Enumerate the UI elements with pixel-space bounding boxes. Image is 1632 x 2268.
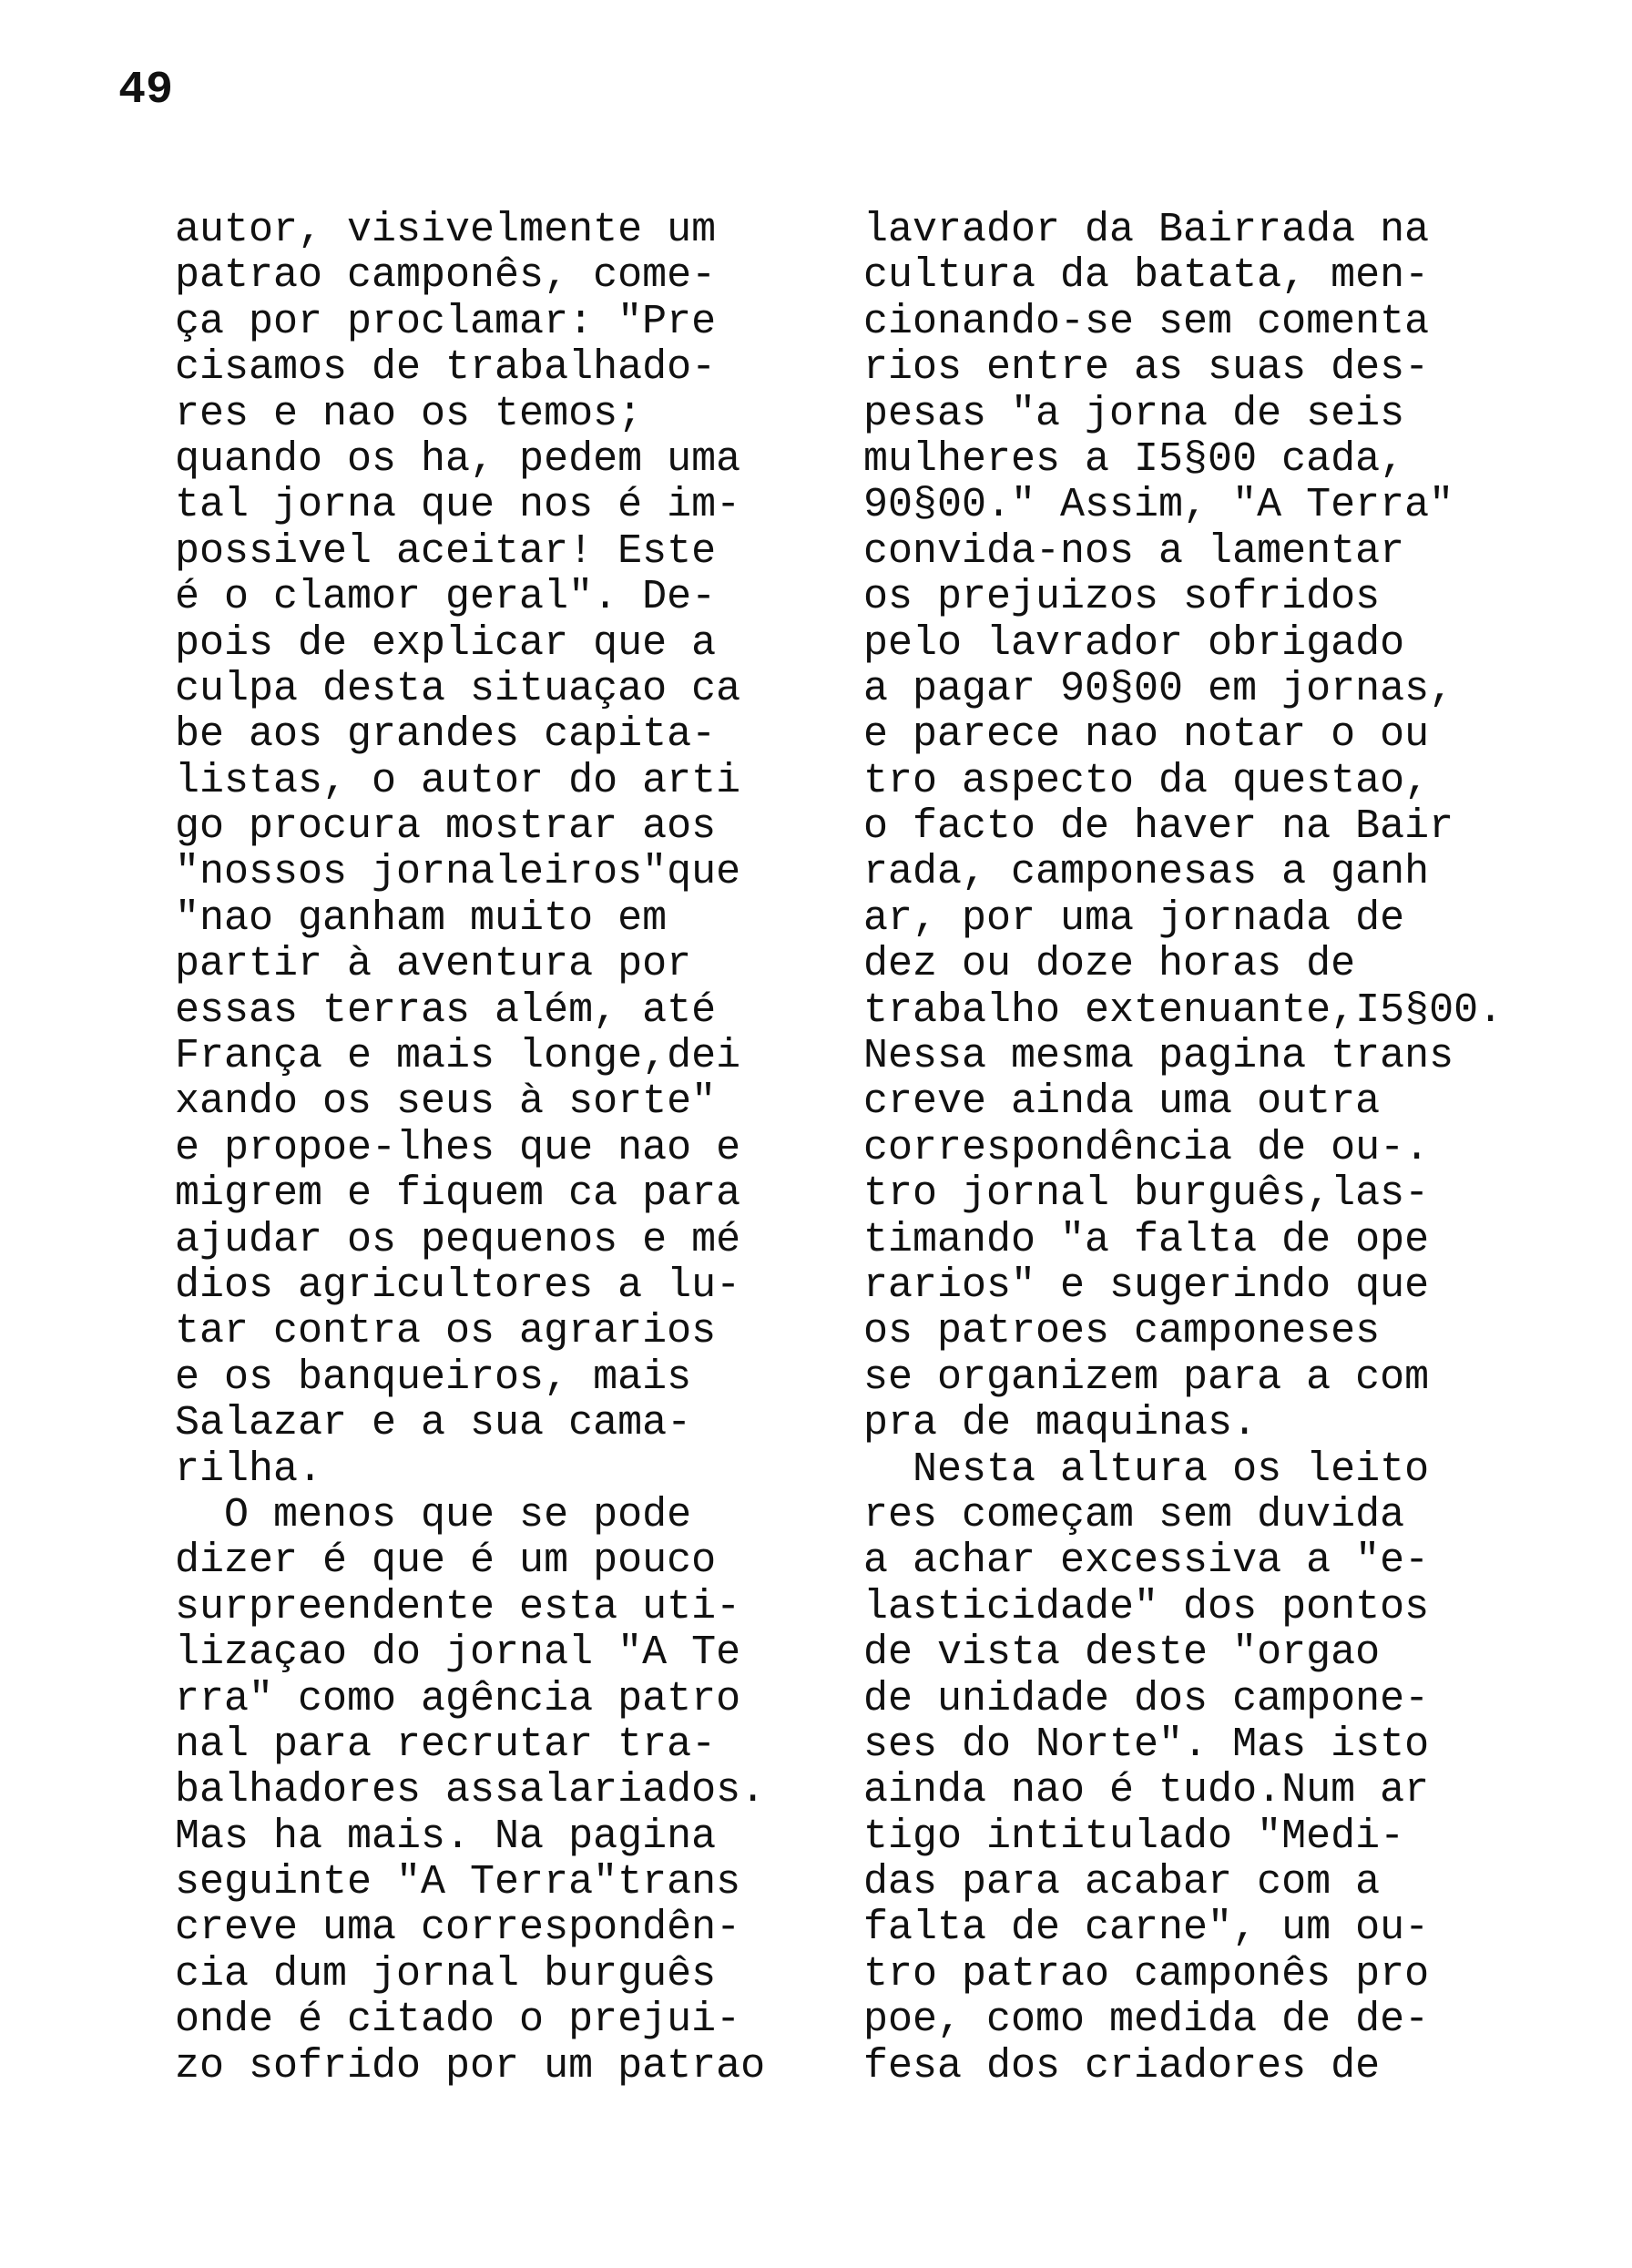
text-line: pesas "a jorna de seis [863,390,1405,437]
text-line: autor, visivelmente um [175,207,717,253]
text-line: tro aspecto da questao, [863,757,1430,804]
text-line: patrao camponês, come- [175,252,717,300]
text-line: cia dum jornal burguês [175,1950,717,1997]
text-line: lasticidade" dos pontos [863,1583,1430,1630]
text-line: cisamos de trabalhado- [175,344,717,392]
text-line: creve ainda uma outra [863,1078,1381,1126]
text-line: ar, por uma jornada de [863,894,1405,942]
text-line: correspondência de ou-. [863,1124,1430,1171]
text-line: "nao ganham muito em [175,894,668,942]
text-line: culpa desta situaçao ca [175,665,741,712]
text-line: a achar excessiva a "e- [863,1538,1430,1585]
right-text-column [863,208,1556,2089]
text-line: lizaçao do jornal "A Te [175,1629,741,1677]
text-line: e os banqueiros, mais [175,1354,692,1401]
text-line: zo sofrido por um patrao [175,2042,766,2089]
text-line: trabalho extenuante,I5§00. [863,986,1504,1034]
text-line: listas, o autor do arti [175,757,741,804]
text-line: balhadores assalariados. [175,1767,766,1814]
text-line: Salazar e a sua cama- [175,1400,692,1447]
text-line: ajudar os pequenos e mé [175,1216,741,1263]
text-line: ça por proclamar: "Pre [175,298,717,345]
text-line: res começam sem duvida [863,1491,1405,1538]
text-line: go procura mostrar aos [175,803,717,851]
text-line: ses do Norte". Mas isto [863,1721,1430,1768]
text-line: pra de maquinas. [863,1400,1258,1447]
text-line: falta de carne", um ou- [863,1905,1430,1952]
text-line: Nessa mesma pagina trans [863,1033,1454,1080]
text-line: de vista deste "orgao [863,1629,1381,1677]
text-line: rilha. [175,1446,323,1493]
text-line: timando "a falta de ope [863,1216,1430,1263]
text-line: França e mais longe,dei [175,1033,741,1080]
text-line: o facto de haver na Bair [863,803,1454,851]
text-line: res e nao os temos; [175,390,643,437]
text-line: pois de explicar que a [175,619,717,667]
text-line: cionando-se sem comenta [863,298,1430,345]
text-line: nal para recrutar tra- [175,1721,717,1768]
text-line: "nossos jornaleiros"que [175,849,741,896]
left-text-column [175,208,867,2089]
text-line: Mas ha mais. Na pagina [175,1813,717,1860]
text-line: é o clamor geral". De- [175,574,717,621]
text-line: de unidade dos campone- [863,1675,1430,1722]
text-line: creve uma correspondên- [175,1905,741,1952]
text-line: be aos grandes capita- [175,711,717,759]
text-line: quando os ha, pedem uma [175,435,741,483]
text-line: dios agricultores a lu- [175,1262,741,1309]
text-line: fesa dos criadores de [863,2042,1381,2089]
text-line: possivel aceitar! Este [175,527,717,575]
text-line: surpreendente esta uti- [175,1583,741,1630]
text-line: mulheres a I5§00 cada, [863,435,1405,483]
text-line: dizer é que é um pouco [175,1538,717,1585]
text-line: rra" como agência patro [175,1675,741,1722]
text-line: lavrador da Bairrada na [863,207,1430,253]
text-line: tigo intitulado "Medi- [863,1813,1405,1860]
text-line: pelo lavrador obrigado [863,619,1405,667]
text-line: xando os seus à sorte" [175,1078,717,1126]
text-line: partir à aventura por [175,941,692,988]
text-line: os prejuizos sofridos [863,574,1381,621]
text-line: rarios" e sugerindo que [863,1262,1430,1309]
text-line: a pagar 90§00 em jornas, [863,665,1454,712]
text-line: rios entre as suas des- [863,344,1430,392]
text-line: poe, como medida de de- [863,1997,1430,2044]
text-line: cultura da batata, men- [863,252,1430,300]
page-number: 49 [118,65,174,117]
text-line: tro jornal burguês,las- [863,1170,1430,1218]
text-line: os patroes camponeses [863,1308,1381,1355]
text-line: migrem e fiquem ca para [175,1170,741,1218]
text-line: rada, camponesas a ganh [863,849,1430,896]
text-line: seguinte "A Terra"trans [175,1859,741,1906]
text-line: e parece nao notar o ou [863,711,1430,759]
text-line: dez ou doze horas de [863,941,1356,988]
text-line: O menos que se pode [175,1491,692,1538]
text-line: das para acabar com a [863,1859,1381,1906]
text-line: essas terras além, até [175,986,717,1034]
text-line: convida-nos a lamentar [863,527,1405,575]
text-line: tar contra os agrarios [175,1308,717,1355]
text-line: 90§00." Assim, "A Terra" [863,482,1454,529]
text-line: se organizem para a com [863,1354,1430,1401]
text-line: tro patrao camponês pro [863,1950,1430,1997]
text-line: onde é citado o prejui- [175,1997,741,2044]
text-line: ainda nao é tudo.Num ar [863,1767,1430,1814]
text-line: tal jorna que nos é im- [175,482,741,529]
text-line: e propoe-lhes que nao e [175,1124,741,1171]
text-line: Nesta altura os leito [863,1446,1430,1493]
